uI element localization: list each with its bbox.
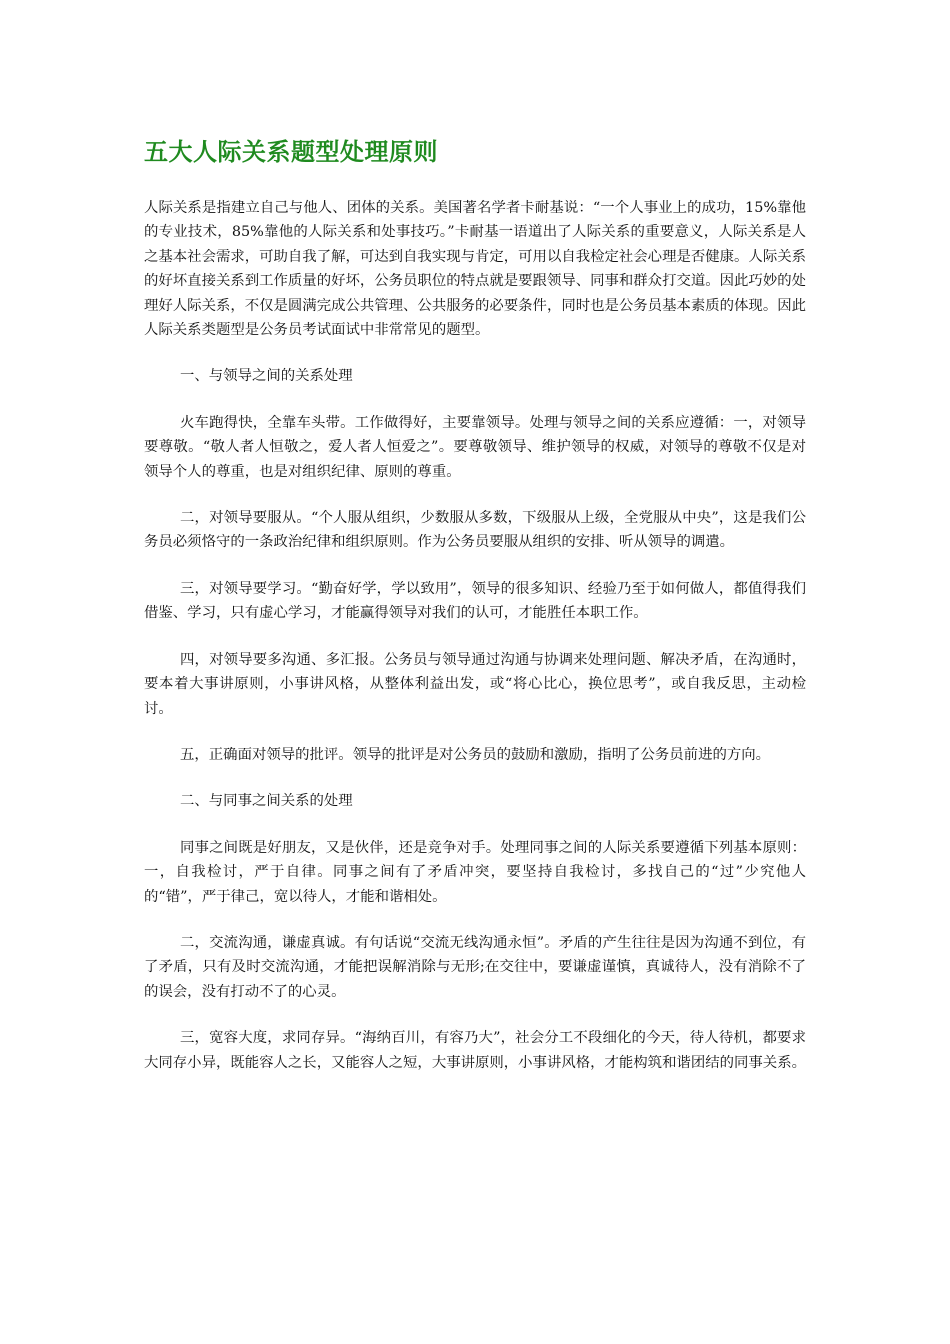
leaders-principle-2: 二，对领导要服从。“个人服从组织，少数服从多数，下级服从上级，全党服从中央”，这是我们公务员必须恪守的一条政治纪律和组织原则。作为公务员要服从组织的安排、听从领导的调遣。	[144, 510, 806, 551]
section-heading-colleagues: 二、与同事之间关系的处理	[180, 793, 353, 810]
leaders-principle-4: 四，对领导要多沟通、多汇报。公务员与领导通过沟通与协调来处理问题、解决矛盾，在沟通时，要本着大事讲原则，小事讲风格，从整体利益出发，或“将心比心，换位思考”，或自我反思，主动检讨。	[144, 651, 806, 717]
leaders-principle-1: 火车跑得快，全靠车头带。工作做得好，主要靠领导。处理与领导之间的关系应遵循：一，对领导要尊敬。“敬人者人恒敬之，爱人者人恒爱之”。要尊敬领导、维护领导的权威，对领导的尊敬不仅是对领导个人的尊重，也是对组织纪律、原则的尊重。	[144, 414, 806, 480]
colleagues-principle-1: 同事之间既是好朋友，又是伙伴，还是竞争对手。处理同事之间的人际关系要遵循下列基本原则：一，自我检讨，严于自律。同事之间有了矛盾冲突，要坚持自我检讨，多找自己的“过”少究他人的“错”，严于律己，宽以待人，才能和谐相处。	[144, 839, 806, 905]
section-heading-leaders: 一、与领导之间的关系处理	[180, 368, 353, 385]
intro-paragraph: 人际关系是指建立自己与他人、团体的关系。美国著名学者卡耐基说：“一个人事业上的成功，15%靠他的专业技术，85%靠他的人际关系和处事技巧。”卡耐基一语道出了人际关系的重要意义，人际关系是人之基本社会需求，可助自我了解，可达到自我实现与肯定，可用以自我检定社会心理是否健康。人际关系的好坏直接关系到工作质量的好坏，公务员职位的特点就是要跟领导、同事和群众打交道。因此巧妙的处理好人际关系，不仅是圆满完成公共管理、公共服务的必要条件，同时也是公务员基本素质的体现。因此人际关系类题型是公务员考试面试中非常常见的题型。	[144, 200, 806, 339]
document-body	[144, 196, 806, 1075]
colleagues-principle-3: 三，宽容大度，求同存异。“海纳百川，有容乃大”，社会分工不段细化的今天，待人待机，都要求大同存小异，既能容人之长，又能容人之短，大事讲原则，小事讲风格，才能构筑和谐团结的同事关系。	[144, 1030, 806, 1071]
document-title: 五大人际关系题型处理原则	[144, 138, 438, 166]
colleagues-principle-2: 二，交流沟通，谦虚真诚。有句话说“交流无线沟通永恒”。矛盾的产生往往是因为沟通不到位，有了矛盾，只有及时交流沟通，才能把误解消除与无形;在交往中，要谦虚谨慎，真诚待人，没有消除不了的误会，没有打动不了的心灵。	[144, 934, 806, 1000]
leaders-principle-3: 三，对领导要学习。“勤奋好学，学以致用”，领导的很多知识、经验乃至于如何做人，都值得我们借鉴、学习，只有虚心学习，才能赢得领导对我们的认可，才能胜任本职工作。	[144, 580, 806, 622]
leaders-principle-5: 五，正确面对领导的批评。领导的批评是对公务员的鼓励和激励，指明了公务员前进的方向。	[180, 746, 771, 763]
